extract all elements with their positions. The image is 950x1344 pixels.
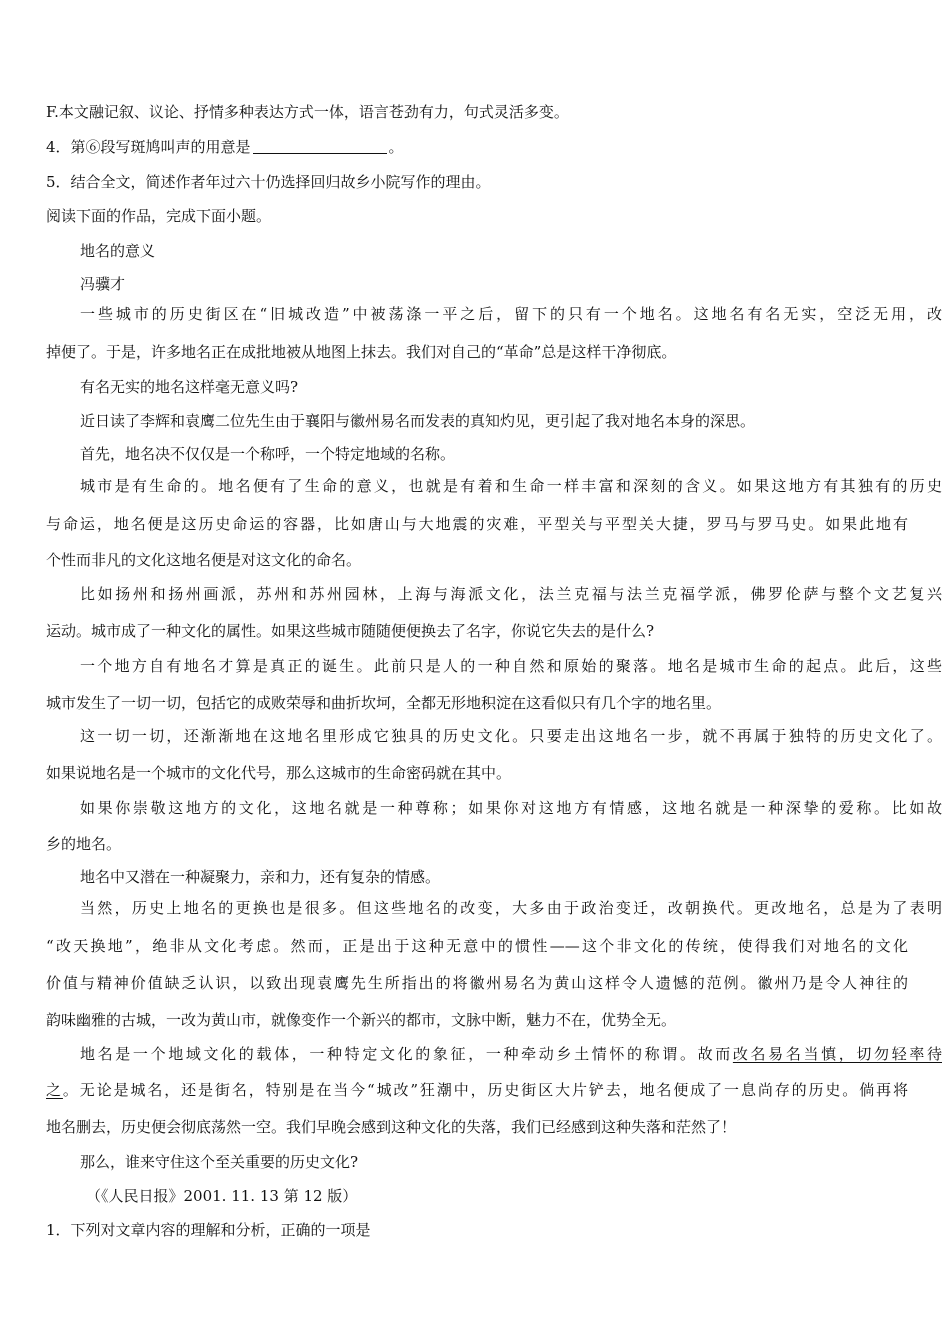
question-1: 1．下列对文章内容的理解和分析，正确的一项是 — [46, 1221, 371, 1239]
question-4-end: 。 — [388, 138, 404, 156]
paragraph-text: 地名是一个地域文化的载体，一种特定文化的象征，一种牵动乡土情怀的称谓。故而 — [80, 1045, 733, 1063]
question-5: 5．结合全文，简述作者年过六十仍选择回归故乡小院写作的理由。 — [46, 173, 491, 191]
paragraph-line: 地名中又潜在一种凝聚力，亲和力，还有复杂的情感。 — [80, 868, 441, 886]
article-source: （《人民日报》2001. 11. 13 第 12 版） — [86, 1187, 358, 1205]
article-author: 冯骥才 — [80, 275, 126, 293]
underlined-phrase: 之 — [46, 1081, 63, 1099]
paragraph-line: 掉便了。于是，许多地名正在成批地被从地图上抹去。我们对自己的“革命”总是这样干净彻底。 — [46, 343, 677, 361]
paragraph-line: 一个地方自有地名才算是真正的诞生。此前只是人的一种自然和原始的聚落。地名是城市生命的起点。此后，这些 — [80, 657, 942, 675]
paragraph-line: 个性而非凡的文化这地名便是对这文化的命名。 — [46, 551, 362, 569]
paragraph-line — [46, 1079, 908, 1101]
paragraph-line: 这一切一切，还渐渐地在这地名里形成它独具的历史文化。只要走出这地名一步，就不再属于独特的历史文化了。 — [80, 727, 942, 745]
paragraph-line: 城市是有生命的。地名便有了生命的意义，也就是有着和生命一样丰富和深刻的含义。如果这地方有其独有的历史 — [80, 477, 942, 495]
question-4-text: 4．第⑥段写斑鸠叫声的用意是 — [46, 138, 251, 156]
article-title: 地名的意义 — [80, 242, 156, 260]
paragraph-line: 如果说地名是一个城市的文化代号，那么这城市的生命密码就在其中。 — [46, 764, 512, 782]
paragraph-text: 。无论是城名，还是街名，特别是在当今“城改”狂潮中，历史街区大片铲去，地名便成了一息尚存的历史。倘再将 — [62, 1081, 908, 1099]
paragraph-line: “改天换地”，绝非从文化考虑。然而，正是出于这种无意中的惯性——这个非文化的传统，使得我们对地名的文化 — [46, 937, 908, 955]
paragraph-line: 地名删去，历史便会彻底荡然一空。我们早晚会感到这种文化的失落，我们已经感到这种失落和茫然了！ — [46, 1118, 737, 1136]
answer-blank[interactable] — [253, 139, 387, 154]
paragraph-line — [46, 1043, 942, 1065]
paragraph-line: 与命运，地名便是这历史命运的容器，比如唐山与大地震的灾难，平型关与平型关大捷，罗马与罗马史。如果此地有 — [46, 515, 908, 533]
paragraph-line: 运动。城市成了一种文化的属性。如果这些城市随随便便换去了名字，你说它失去的是什么? — [46, 622, 655, 640]
paragraph-line: 近日读了李辉和袁鹰二位先生由于襄阳与徽州易名而发表的真知灼见，更引起了我对地名本身的深思。 — [80, 412, 756, 430]
paragraph-line: 当然，历史上地名的更换也是很多。但这些地名的改变，大多由于政治变迁，改朝换代。更改地名，总是为了表明 — [80, 899, 942, 917]
paragraph-line: 如果你崇敬这地方的文化，这地名就是一种尊称；如果你对这地方有情感，这地名就是一种深挚的爱称。比如故 — [80, 799, 942, 817]
underlined-phrase: 改名易名当慎，切勿轻率待 — [732, 1045, 942, 1063]
paragraph-line: 韵味幽雅的古城，一改为黄山市，就像变作一个新兴的都市，文脉中断，魅力不在，优势全无。 — [46, 1011, 677, 1029]
paragraph-line: 首先，地名决不仅仅是一个称呼，一个特定地域的名称。 — [80, 445, 456, 463]
paragraph-line: 一些城市的历史街区在“旧城改造”中被荡涤一平之后，留下的只有一个地名。这地名有名无实，空泛无用，改 — [80, 305, 942, 323]
paragraph-line: 价值与精神价值缺乏认识，以致出现袁鹰先生所指出的将徽州易名为黄山这样令人遗憾的范例。徽州乃是令人神往的 — [46, 974, 908, 992]
option-f: F.本文融记叙、议论、抒情多种表达方式一体，语言苍劲有力，句式灵活多变。 — [46, 103, 569, 121]
paragraph-line: 乡的地名。 — [46, 835, 122, 853]
reading-instruction: 阅读下面的作品，完成下面小题。 — [46, 207, 272, 225]
paragraph-line: 那么，谁来守住这个至关重要的历史文化? — [80, 1153, 359, 1171]
paragraph-line: 比如扬州和扬州画派，苏州和苏州园林，上海与海派文化，法兰克福与法兰克福学派，佛罗伦萨与整个文艺复兴 — [80, 585, 942, 603]
paragraph-line: 有名无实的地名这样毫无意义吗? — [80, 378, 299, 396]
paragraph-line: 城市发生了一切一切，包括它的成败荣辱和曲折坎坷，全都无形地积淀在这看似只有几个字的地名里。 — [46, 694, 722, 712]
question-4 — [46, 136, 908, 158]
